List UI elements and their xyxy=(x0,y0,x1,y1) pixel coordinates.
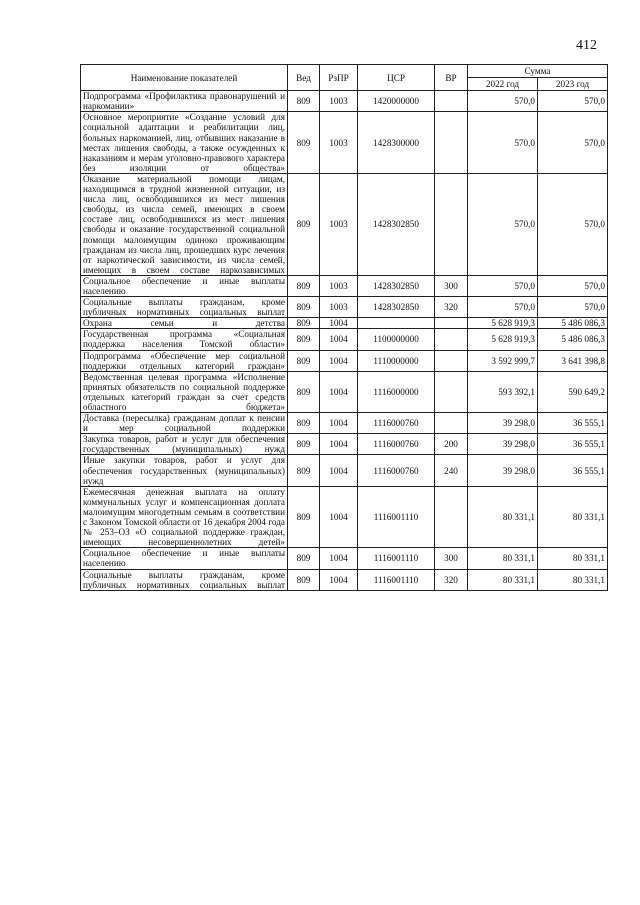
cell-2023: 570,0 xyxy=(538,275,608,296)
cell-2023: 5 486 086,3 xyxy=(538,318,608,329)
cell-rzpr: 1003 xyxy=(320,297,358,318)
cell-csr xyxy=(358,318,435,329)
cell-rzpr: 1004 xyxy=(320,455,358,486)
cell-csr: 1116001110 xyxy=(358,486,435,548)
cell-2023: 36 555,1 xyxy=(538,455,608,486)
cell-ved: 809 xyxy=(288,329,320,350)
cell-2022: 80 331,1 xyxy=(468,569,538,590)
cell-name: Ежемесячная денежная выплата на оплату коммунальных услуг и компенсационная доплата малоимущим многодетным семьям в соответствии с Законом Томской области от 16 декабря 2004 года № 253–ОЗ «О социальной поддержке граждан, имеющих несовершеннолетних детей» xyxy=(81,486,288,548)
cell-csr: 1116000760 xyxy=(358,413,435,434)
cell-csr: 1116000000 xyxy=(358,371,435,412)
table-row xyxy=(81,173,608,275)
cell-ved: 809 xyxy=(288,173,320,275)
cell-rzpr: 1004 xyxy=(320,350,358,371)
page-number: 412 xyxy=(576,38,597,53)
cell-rzpr: 1004 xyxy=(320,548,358,569)
header-vr: ВР xyxy=(435,65,468,91)
cell-2022: 5 628 919,3 xyxy=(468,318,538,329)
cell-ved: 809 xyxy=(288,91,320,112)
cell-2022: 570,0 xyxy=(468,112,538,174)
cell-2022: 570,0 xyxy=(468,91,538,112)
cell-2022: 570,0 xyxy=(468,297,538,318)
table-row xyxy=(81,318,608,329)
cell-2022: 39 298,0 xyxy=(468,455,538,486)
cell-name: Доставка (пересылка) гражданам доплат к пенсии и мер социальной поддержки xyxy=(81,413,288,434)
cell-2023: 570,0 xyxy=(538,173,608,275)
cell-csr: 1100000000 xyxy=(358,329,435,350)
table-row xyxy=(81,350,608,371)
cell-2023: 80 331,1 xyxy=(538,486,608,548)
cell-ved: 809 xyxy=(288,318,320,329)
table-row xyxy=(81,91,608,112)
table-row xyxy=(81,329,608,350)
cell-2023: 570,0 xyxy=(538,297,608,318)
cell-csr: 1428300000 xyxy=(358,112,435,174)
cell-2023: 36 555,1 xyxy=(538,434,608,455)
cell-vr xyxy=(435,91,468,112)
table-row xyxy=(81,371,608,412)
cell-rzpr: 1004 xyxy=(320,329,358,350)
cell-2022: 3 592 999,7 xyxy=(468,350,538,371)
cell-vr: 300 xyxy=(435,548,468,569)
cell-name: Оказание материальной помощи лицам, находящимся в трудной жизненной ситуации, из числа лиц, освободившихся из мест лишения свободы, из числа семей, имеющих в своем составе лиц, освободившихся из мест лишения свободы и оказание государственной социальной помощи малоимущим одиноко проживающим гражданам из числа лиц, прошедших курс лечения от наркотической зависимости, из числа семей, имеющих в своем составе наркозависимых xyxy=(81,173,288,275)
cell-vr xyxy=(435,173,468,275)
cell-vr: 300 xyxy=(435,275,468,296)
cell-vr xyxy=(435,112,468,174)
cell-rzpr: 1004 xyxy=(320,434,358,455)
cell-name: Закупка товаров, работ и услуг для обеспечения государственных (муниципальных) нужд xyxy=(81,434,288,455)
cell-name: Социальные выплаты гражданам, кроме публичных нормативных социальных выплат xyxy=(81,569,288,590)
cell-2022: 80 331,1 xyxy=(468,548,538,569)
cell-2023: 5 486 086,3 xyxy=(538,329,608,350)
cell-2022: 39 298,0 xyxy=(468,413,538,434)
cell-name: Охрана семьи и детства xyxy=(81,318,288,329)
table-row xyxy=(81,569,608,590)
cell-csr: 1116001110 xyxy=(358,569,435,590)
cell-vr: 240 xyxy=(435,455,468,486)
budget-table xyxy=(80,64,608,591)
cell-vr xyxy=(435,486,468,548)
cell-csr: 1420000000 xyxy=(358,91,435,112)
cell-vr: 200 xyxy=(435,434,468,455)
cell-ved: 809 xyxy=(288,297,320,318)
table-row xyxy=(81,434,608,455)
cell-name: Социальное обеспечение и иные выплаты населению xyxy=(81,275,288,296)
header-csr: ЦСР xyxy=(358,65,435,91)
cell-2022: 39 298,0 xyxy=(468,434,538,455)
cell-rzpr: 1004 xyxy=(320,413,358,434)
cell-2023: 80 331,1 xyxy=(538,569,608,590)
header-sum: Сумма xyxy=(468,65,608,78)
cell-rzpr: 1004 xyxy=(320,486,358,548)
cell-ved: 809 xyxy=(288,455,320,486)
table-body xyxy=(81,91,608,591)
header-rzpr: РзПР xyxy=(320,65,358,91)
cell-2023: 570,0 xyxy=(538,112,608,174)
cell-vr: 320 xyxy=(435,297,468,318)
cell-name: Государственная программа «Социальная поддержка населения Томской области» xyxy=(81,329,288,350)
cell-2022: 5 628 919,3 xyxy=(468,329,538,350)
table-row xyxy=(81,413,608,434)
cell-rzpr: 1004 xyxy=(320,371,358,412)
cell-rzpr: 1004 xyxy=(320,569,358,590)
header-2022: 2022 год xyxy=(468,78,538,91)
cell-vr xyxy=(435,413,468,434)
cell-rzpr: 1003 xyxy=(320,91,358,112)
cell-name: Подпрограмма «Профилактика правонарушений и наркомании» xyxy=(81,91,288,112)
cell-rzpr: 1003 xyxy=(320,275,358,296)
table-row xyxy=(81,548,608,569)
cell-ved: 809 xyxy=(288,569,320,590)
cell-ved: 809 xyxy=(288,413,320,434)
cell-csr: 1116000760 xyxy=(358,455,435,486)
cell-vr xyxy=(435,371,468,412)
cell-2023: 80 331,1 xyxy=(538,548,608,569)
cell-ved: 809 xyxy=(288,434,320,455)
table-row xyxy=(81,297,608,318)
cell-ved: 809 xyxy=(288,371,320,412)
cell-csr: 1116000760 xyxy=(358,434,435,455)
cell-2022: 80 331,1 xyxy=(468,486,538,548)
cell-ved: 809 xyxy=(288,350,320,371)
cell-name: Основное мероприятие «Создание условий для социальной адаптации и реабилитации лиц, больных наркоманией, лиц, отбывших наказание в местах лишения свободы, а также осужденных к наказаниям и мерам уголовно-правового характера без изоляции от общества» xyxy=(81,112,288,174)
header-ved: Вед xyxy=(288,65,320,91)
cell-ved: 809 xyxy=(288,486,320,548)
cell-ved: 809 xyxy=(288,112,320,174)
cell-rzpr: 1003 xyxy=(320,112,358,174)
table-row xyxy=(81,112,608,174)
cell-name: Социальные выплаты гражданам, кроме публичных нормативных социальных выплат xyxy=(81,297,288,318)
cell-2023: 3 641 398,8 xyxy=(538,350,608,371)
cell-csr: 1116001110 xyxy=(358,548,435,569)
cell-ved: 809 xyxy=(288,275,320,296)
cell-vr xyxy=(435,350,468,371)
cell-vr xyxy=(435,318,468,329)
table-row xyxy=(81,275,608,296)
cell-rzpr: 1003 xyxy=(320,173,358,275)
cell-ved: 809 xyxy=(288,548,320,569)
cell-name: Подпрограмма «Обеспечение мер социальной поддержки отдельных категорий граждан» xyxy=(81,350,288,371)
cell-2023: 570,0 xyxy=(538,91,608,112)
cell-2022: 570,0 xyxy=(468,173,538,275)
table-row xyxy=(81,455,608,486)
cell-name: Социальное обеспечение и иные выплаты населению xyxy=(81,548,288,569)
cell-csr: 1428302850 xyxy=(358,275,435,296)
cell-2023: 36 555,1 xyxy=(538,413,608,434)
cell-csr: 1428302850 xyxy=(358,173,435,275)
cell-name: Иные закупки товаров, работ и услуг для обеспечения государственных (муниципальных) нужд xyxy=(81,455,288,486)
cell-vr xyxy=(435,329,468,350)
table-row xyxy=(81,486,608,548)
cell-name: Ведомственная целевая программа «Исполнение принятых обязательств по социальной поддержке отдельных категорий граждан за счет средств областного бюджета» xyxy=(81,371,288,412)
cell-rzpr: 1004 xyxy=(320,318,358,329)
cell-2022: 593 392,1 xyxy=(468,371,538,412)
cell-2022: 570,0 xyxy=(468,275,538,296)
header-2023: 2023 год xyxy=(538,78,608,91)
cell-2023: 590 649,2 xyxy=(538,371,608,412)
cell-csr: 1428302850 xyxy=(358,297,435,318)
cell-csr: 1110000000 xyxy=(358,350,435,371)
header-name: Наименование показателей xyxy=(81,65,288,91)
cell-vr: 320 xyxy=(435,569,468,590)
